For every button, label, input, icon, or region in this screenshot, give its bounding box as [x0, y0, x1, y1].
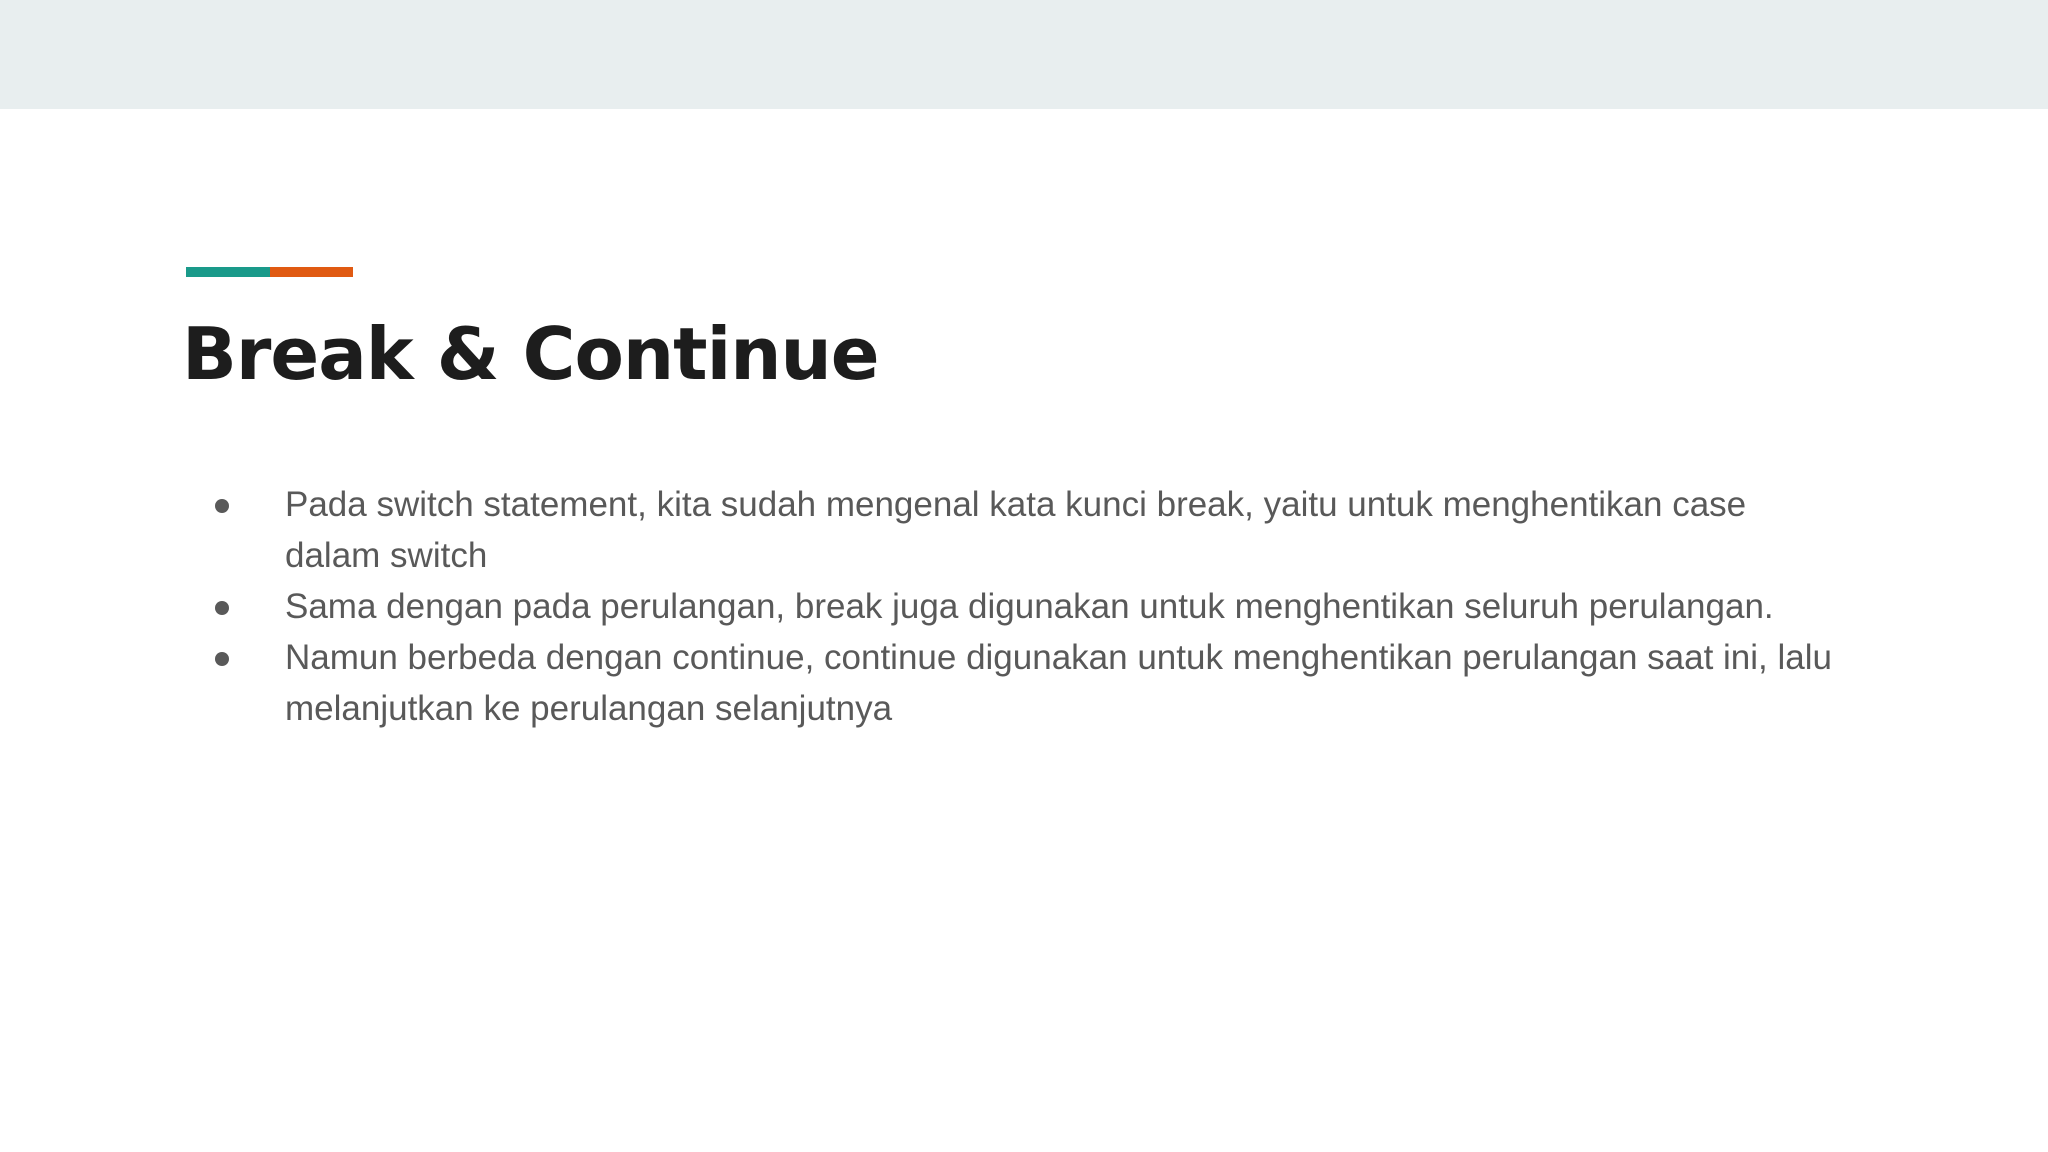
bullet-dot-icon — [215, 652, 229, 666]
bullet-text: Pada switch statement, kita sudah mengenal kata kunci break, yaitu untuk menghentikan case dalam switch — [285, 485, 1747, 575]
bullet-item — [206, 581, 1846, 632]
bullet-dot-icon — [215, 499, 229, 513]
title-accent-bar — [186, 267, 353, 277]
accent-orange-segment — [270, 267, 353, 277]
bullet-dot-icon — [215, 601, 229, 615]
accent-teal-segment — [186, 267, 270, 277]
bullet-item — [206, 632, 1846, 734]
slide-title: Break & Continue — [182, 312, 879, 396]
bullet-list — [206, 479, 1846, 734]
header-band — [0, 0, 2048, 109]
bullet-item — [206, 479, 1846, 581]
bullet-text: Sama dengan pada perulangan, break juga digunakan untuk menghentikan seluruh perulangan. — [285, 587, 1774, 626]
bullet-text: Namun berbeda dengan continue, continue digunakan untuk menghentikan perulangan saat ini, lalu melanjutkan ke perulangan selanjutnya — [285, 638, 1832, 728]
